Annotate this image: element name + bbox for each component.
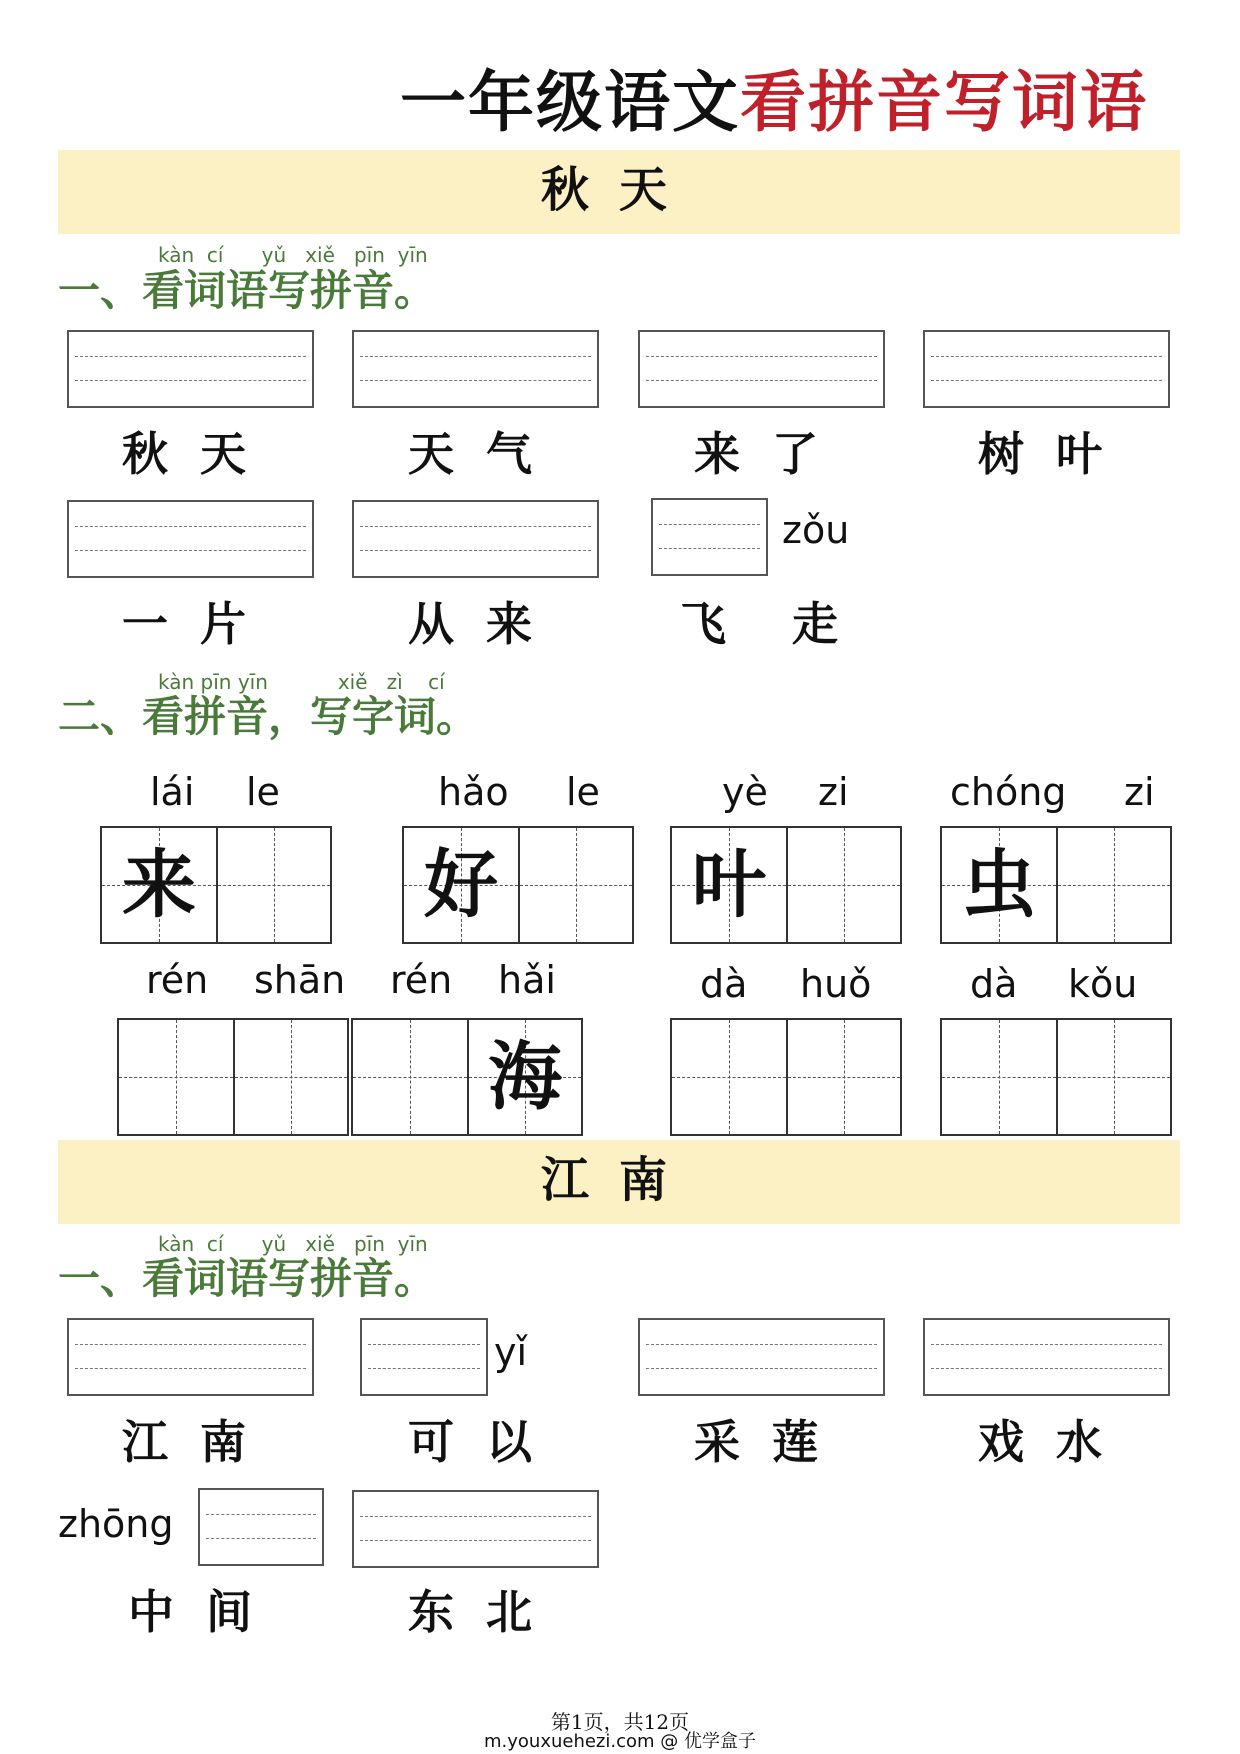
pinyin: le <box>566 770 600 814</box>
section-heading: 一、看词语写拼音。 <box>58 1254 437 1303</box>
pinyin: rén <box>390 958 453 1002</box>
ruby: kàn <box>158 1232 195 1256</box>
grid-cell[interactable] <box>942 828 1056 942</box>
pinyin-answer-box[interactable] <box>638 330 885 408</box>
word: 从来 <box>408 597 564 651</box>
ruby: cí <box>206 243 224 267</box>
ruby: yīn <box>397 243 428 267</box>
pinyin: le <box>246 770 280 814</box>
given-character <box>1058 828 1170 942</box>
pinyin-answer-box[interactable] <box>352 1490 599 1568</box>
pinyin-answer-box[interactable] <box>923 1318 1170 1396</box>
grid-cell[interactable] <box>1056 1020 1170 1134</box>
heading-ruby <box>158 1232 428 1256</box>
word: 走 <box>792 597 870 651</box>
pinyin: hǎo <box>438 770 509 814</box>
pinyin: zi <box>818 770 849 814</box>
heading-ruby <box>158 670 445 694</box>
grid-cell[interactable] <box>786 1020 900 1134</box>
pinyin: yè <box>722 770 768 814</box>
ruby: zì <box>386 670 403 694</box>
pinyin: shān <box>254 958 346 1002</box>
ruby: pīn <box>353 243 385 267</box>
word: 可以 <box>408 1415 564 1469</box>
given-character <box>218 828 330 942</box>
grid-cell[interactable] <box>119 1020 233 1134</box>
given-character <box>119 1020 233 1134</box>
given-character: 虫 <box>962 842 1036 928</box>
grid-cell[interactable] <box>467 1020 581 1134</box>
given-character <box>942 1020 1056 1134</box>
ruby: xiě <box>305 1232 335 1256</box>
pinyin-hint: zhōng <box>58 1502 174 1546</box>
heading-ruby <box>158 243 428 267</box>
grid-cell[interactable] <box>672 828 786 942</box>
given-character <box>672 1020 786 1134</box>
grid-cell[interactable] <box>518 828 632 942</box>
pinyin-answer-box[interactable] <box>67 330 314 408</box>
ruby: cí <box>206 1232 224 1256</box>
title-black: 一年级语文 <box>400 63 740 141</box>
lesson-band-autumn <box>58 150 1180 234</box>
grid-cell[interactable] <box>353 1020 467 1134</box>
grid-cell[interactable] <box>404 828 518 942</box>
word: 江南 <box>122 1415 278 1469</box>
pinyin-hint: yǐ <box>494 1330 528 1374</box>
lesson-title: 秋天 <box>540 162 697 218</box>
grid-cell[interactable] <box>672 1020 786 1134</box>
word: 中间 <box>128 1585 284 1639</box>
grid-cell[interactable] <box>233 1020 347 1134</box>
word: 飞 <box>680 597 758 651</box>
pinyin: rén <box>146 958 209 1002</box>
pinyin: hǎi <box>498 958 556 1002</box>
page-number: 第1页，共12页 <box>550 1710 690 1734</box>
word: 来了 <box>694 427 850 481</box>
pinyin-answer-box[interactable] <box>198 1488 324 1566</box>
site-watermark: m.youxuehezi.com @ 优学盒子 <box>483 1731 756 1752</box>
ruby: xiě <box>305 243 335 267</box>
pinyin-answer-box[interactable] <box>352 330 599 408</box>
ruby: yīn <box>397 1232 428 1256</box>
page-title <box>400 62 1148 142</box>
word: 采莲 <box>694 1415 850 1469</box>
given-character <box>353 1020 467 1134</box>
pinyin-answer-box[interactable] <box>67 500 314 578</box>
ruby: xiě <box>337 670 368 694</box>
word: 天气 <box>408 427 564 481</box>
given-character: 来 <box>122 842 196 928</box>
given-character <box>1058 1020 1170 1134</box>
grid-cell[interactable] <box>786 828 900 942</box>
pinyin-answer-box[interactable] <box>352 500 599 578</box>
character-grid[interactable] <box>940 1018 1172 1136</box>
given-character <box>235 1020 347 1134</box>
given-character: 海 <box>488 1034 562 1120</box>
pinyin-hint: zǒu <box>782 508 850 552</box>
character-grid[interactable] <box>940 826 1172 944</box>
given-character <box>788 828 900 942</box>
section-heading: 一、看词语写拼音。 <box>58 266 437 315</box>
pinyin: huǒ <box>800 962 872 1006</box>
pinyin: dà <box>970 962 1018 1006</box>
pinyin-answer-box[interactable] <box>360 1318 488 1396</box>
given-character <box>788 1020 900 1134</box>
character-grid[interactable] <box>402 826 634 944</box>
character-grid[interactable] <box>351 1018 583 1136</box>
given-character <box>520 828 632 942</box>
pinyin-answer-box[interactable] <box>651 498 768 576</box>
word: 一片 <box>122 597 278 651</box>
word: 东北 <box>408 1585 564 1639</box>
section-heading: 二、看拼音，写字词。 <box>58 692 479 741</box>
pinyin: lái <box>150 770 195 814</box>
pinyin: dà <box>700 962 748 1006</box>
ruby: pīn <box>200 670 232 694</box>
lesson-title: 江南 <box>540 1152 697 1208</box>
ruby: yǔ <box>261 1232 287 1256</box>
ruby: pīn <box>353 1232 385 1256</box>
ruby: cí <box>428 670 445 694</box>
pinyin-answer-box[interactable] <box>638 1318 885 1396</box>
pinyin: kǒu <box>1068 962 1138 1006</box>
grid-cell[interactable] <box>942 1020 1056 1134</box>
word: 戏水 <box>978 1415 1134 1469</box>
character-grid[interactable] <box>670 826 902 944</box>
given-character: 叶 <box>692 842 766 928</box>
title-red: 看拼音写词语 <box>740 63 1148 141</box>
ruby: kàn <box>158 243 195 267</box>
character-grid[interactable] <box>670 1018 902 1136</box>
pinyin: chóng <box>950 770 1067 814</box>
pinyin: zi <box>1124 770 1155 814</box>
ruby: kàn <box>158 670 195 694</box>
word: 秋天 <box>122 427 278 481</box>
grid-cell[interactable] <box>1056 828 1170 942</box>
character-grid[interactable] <box>100 826 332 944</box>
lesson-band-jiangnan <box>58 1140 1180 1224</box>
pinyin-answer-box[interactable] <box>67 1318 314 1396</box>
grid-cell[interactable] <box>216 828 330 942</box>
character-grid[interactable] <box>117 1018 349 1136</box>
grid-cell[interactable] <box>102 828 216 942</box>
given-character: 好 <box>424 842 498 928</box>
word: 树叶 <box>978 427 1134 481</box>
ruby: yīn <box>237 670 268 694</box>
pinyin-answer-box[interactable] <box>923 330 1170 408</box>
ruby: yǔ <box>261 243 287 267</box>
